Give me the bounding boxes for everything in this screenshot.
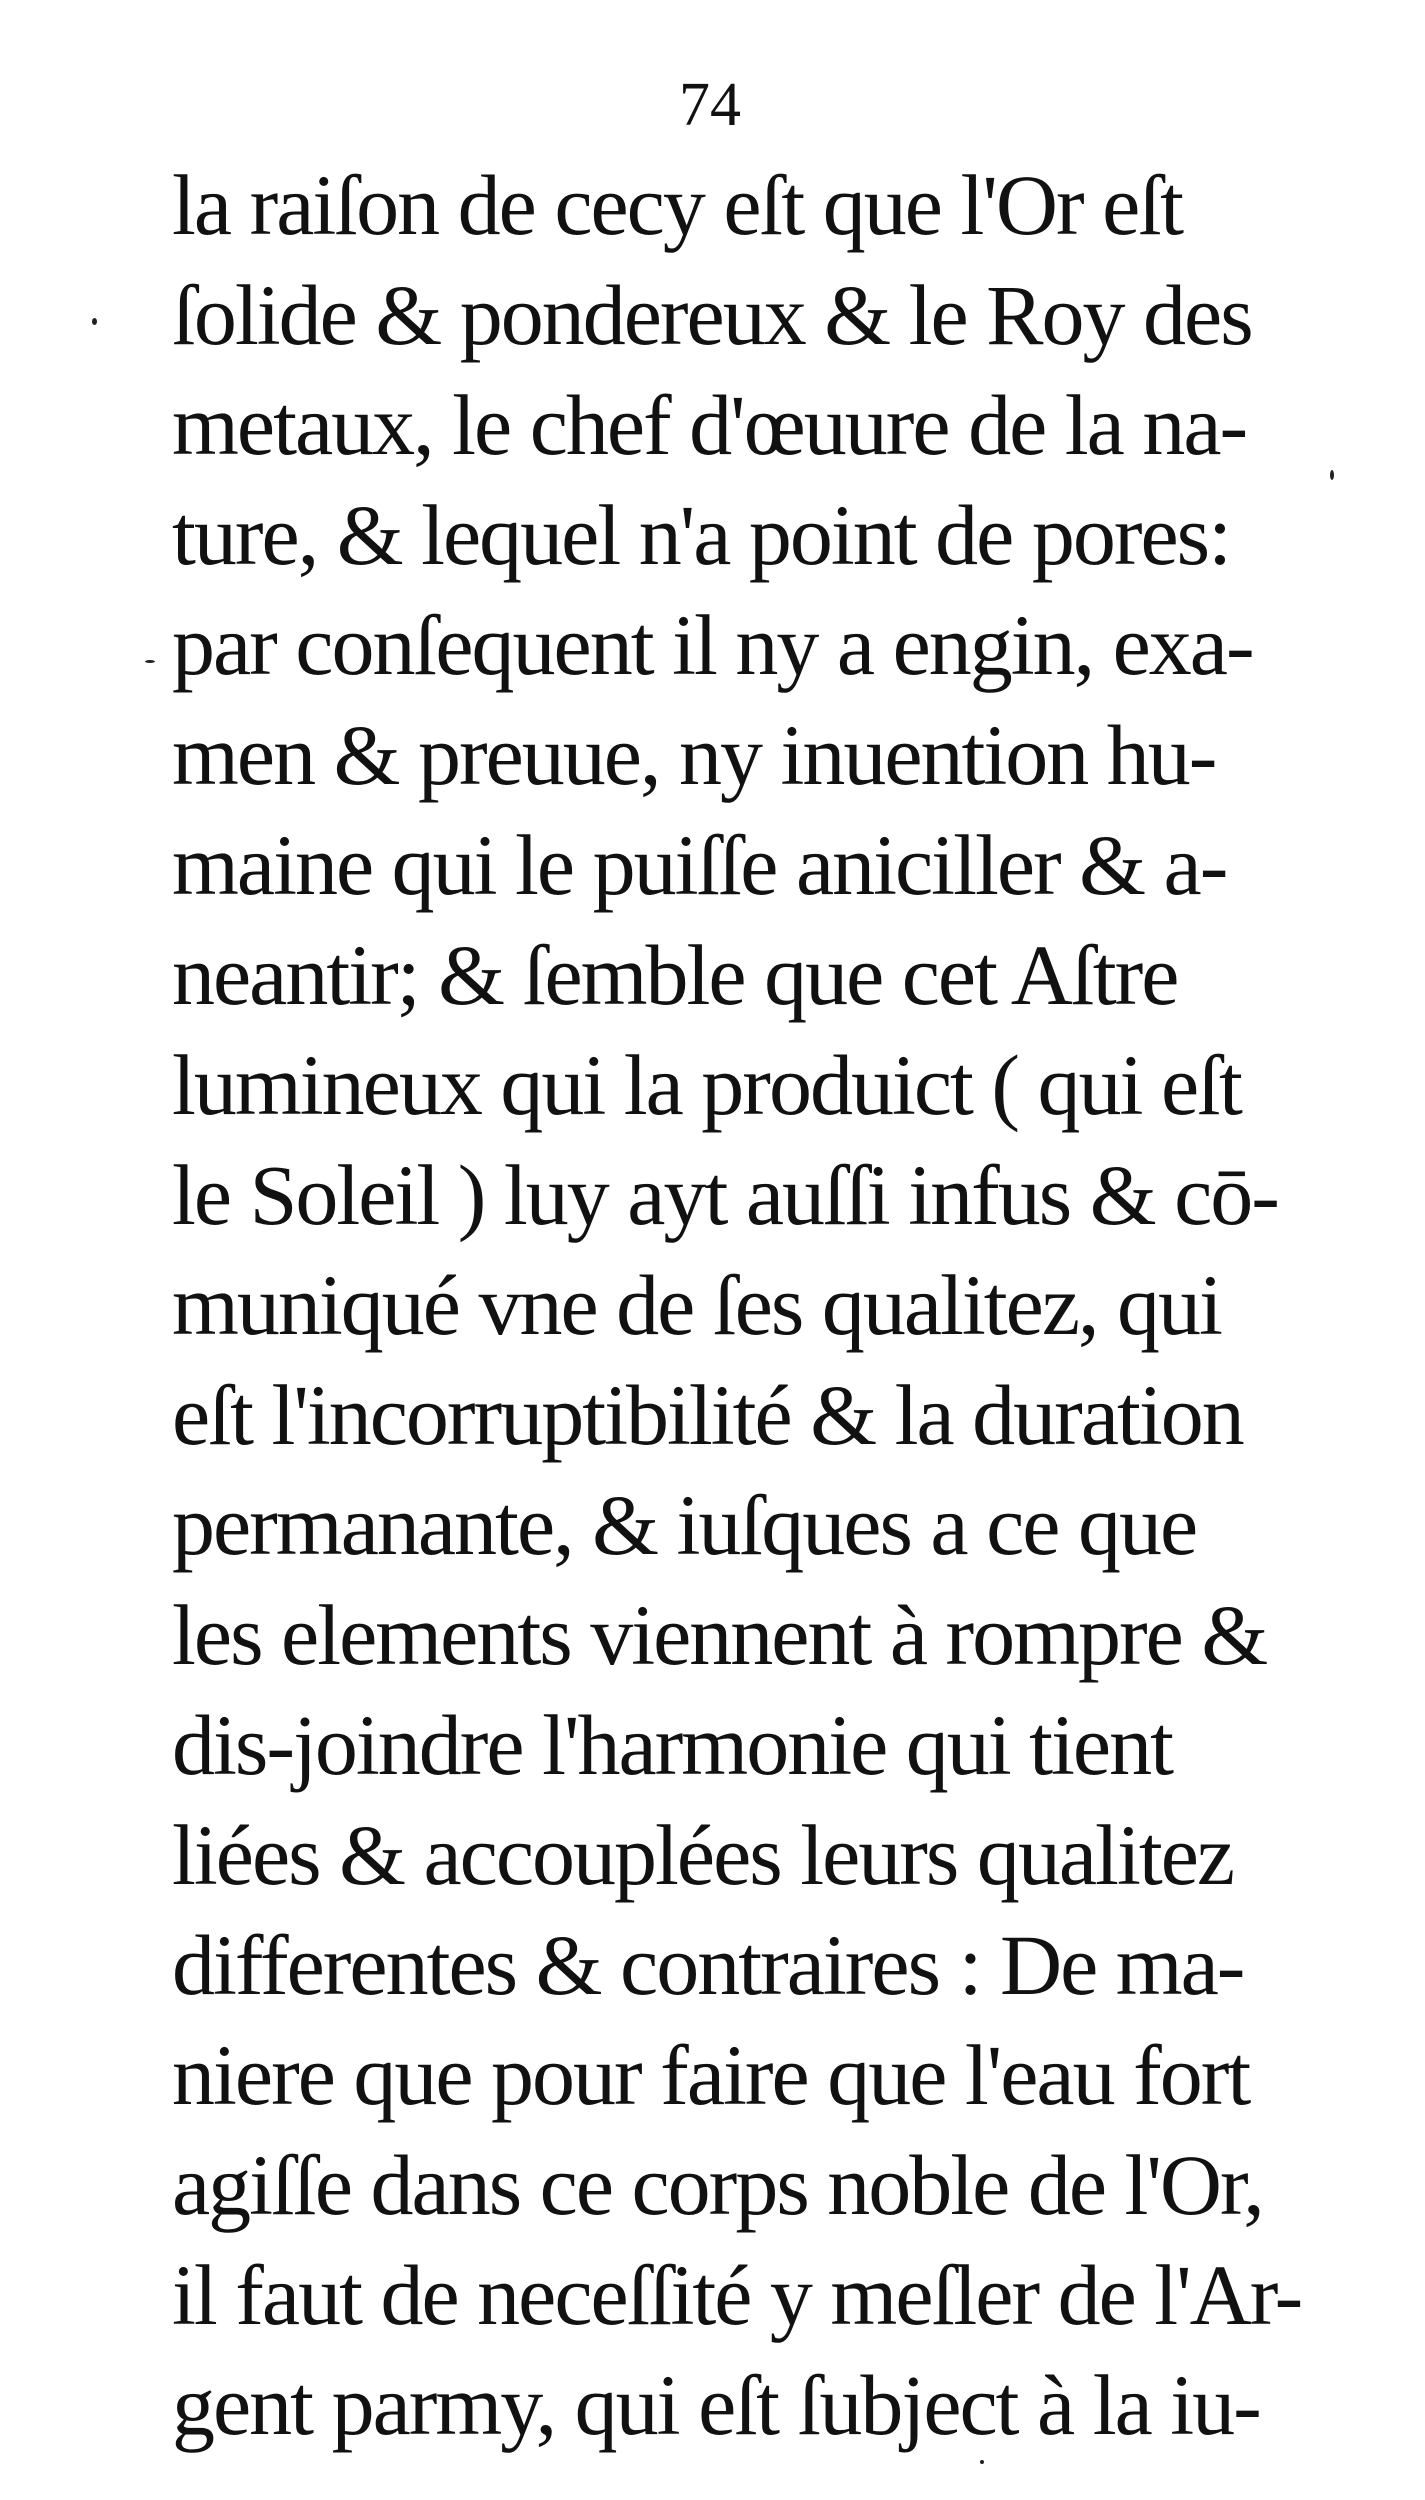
text-line: maine qui le puiſſe aniciller & a- [172, 817, 1227, 913]
scan-speck [92, 318, 97, 325]
text-line: gent parmy, qui eſt ſubject à la iu- [172, 2357, 1260, 2453]
text-line: il faut de neceſſité y meſler de l'Ar- [172, 2247, 1302, 2343]
text-line: differentes & contraires : De ma- [172, 1917, 1244, 2013]
text-line: lumineux qui la produict ( qui eſt [172, 1037, 1241, 1133]
scan-speck [980, 2460, 984, 2464]
text-line: eſt l'incorruptibilité & la duration [172, 1367, 1243, 1463]
text-line: le Soleil ) luy ayt auſſi infus & cō- [172, 1147, 1278, 1243]
text-line: ſolide & pondereux & le Roy des [172, 267, 1252, 363]
text-line: ture, & lequel n'a point de pores: [172, 487, 1231, 583]
text-line: muniqué vne de ſes qualitez, qui [172, 1257, 1221, 1353]
text-line: la raiſon de cecy eſt que l'Or eſt [172, 157, 1183, 253]
text-line: agiſſe dans ce corps noble de l'Or, [172, 2137, 1263, 2233]
text-line: dis-joindre l'harmonie qui tient [172, 1697, 1172, 1793]
text-line: permanante, & iuſques a ce que [172, 1477, 1197, 1573]
text-line: liées & accouplées leurs qualitez [172, 1807, 1234, 1903]
text-line: metaux, le chef d'œuure de la na- [172, 377, 1247, 473]
scan-speck [1330, 470, 1334, 480]
text-line: niere que pour faire que l'eau fort [172, 2027, 1250, 2123]
page-number: 74 [679, 71, 741, 139]
text-line: par conſequent il ny a engin, exa- [172, 597, 1253, 693]
text-line: men & preuue, ny inuention hu- [172, 707, 1216, 803]
body-text [172, 150, 1352, 2460]
text-line: les elements viennent à rompre & [172, 1587, 1267, 1683]
scan-speck [145, 660, 155, 663]
text-line: neantir; & ſemble que cet Aſtre [172, 927, 1178, 1023]
